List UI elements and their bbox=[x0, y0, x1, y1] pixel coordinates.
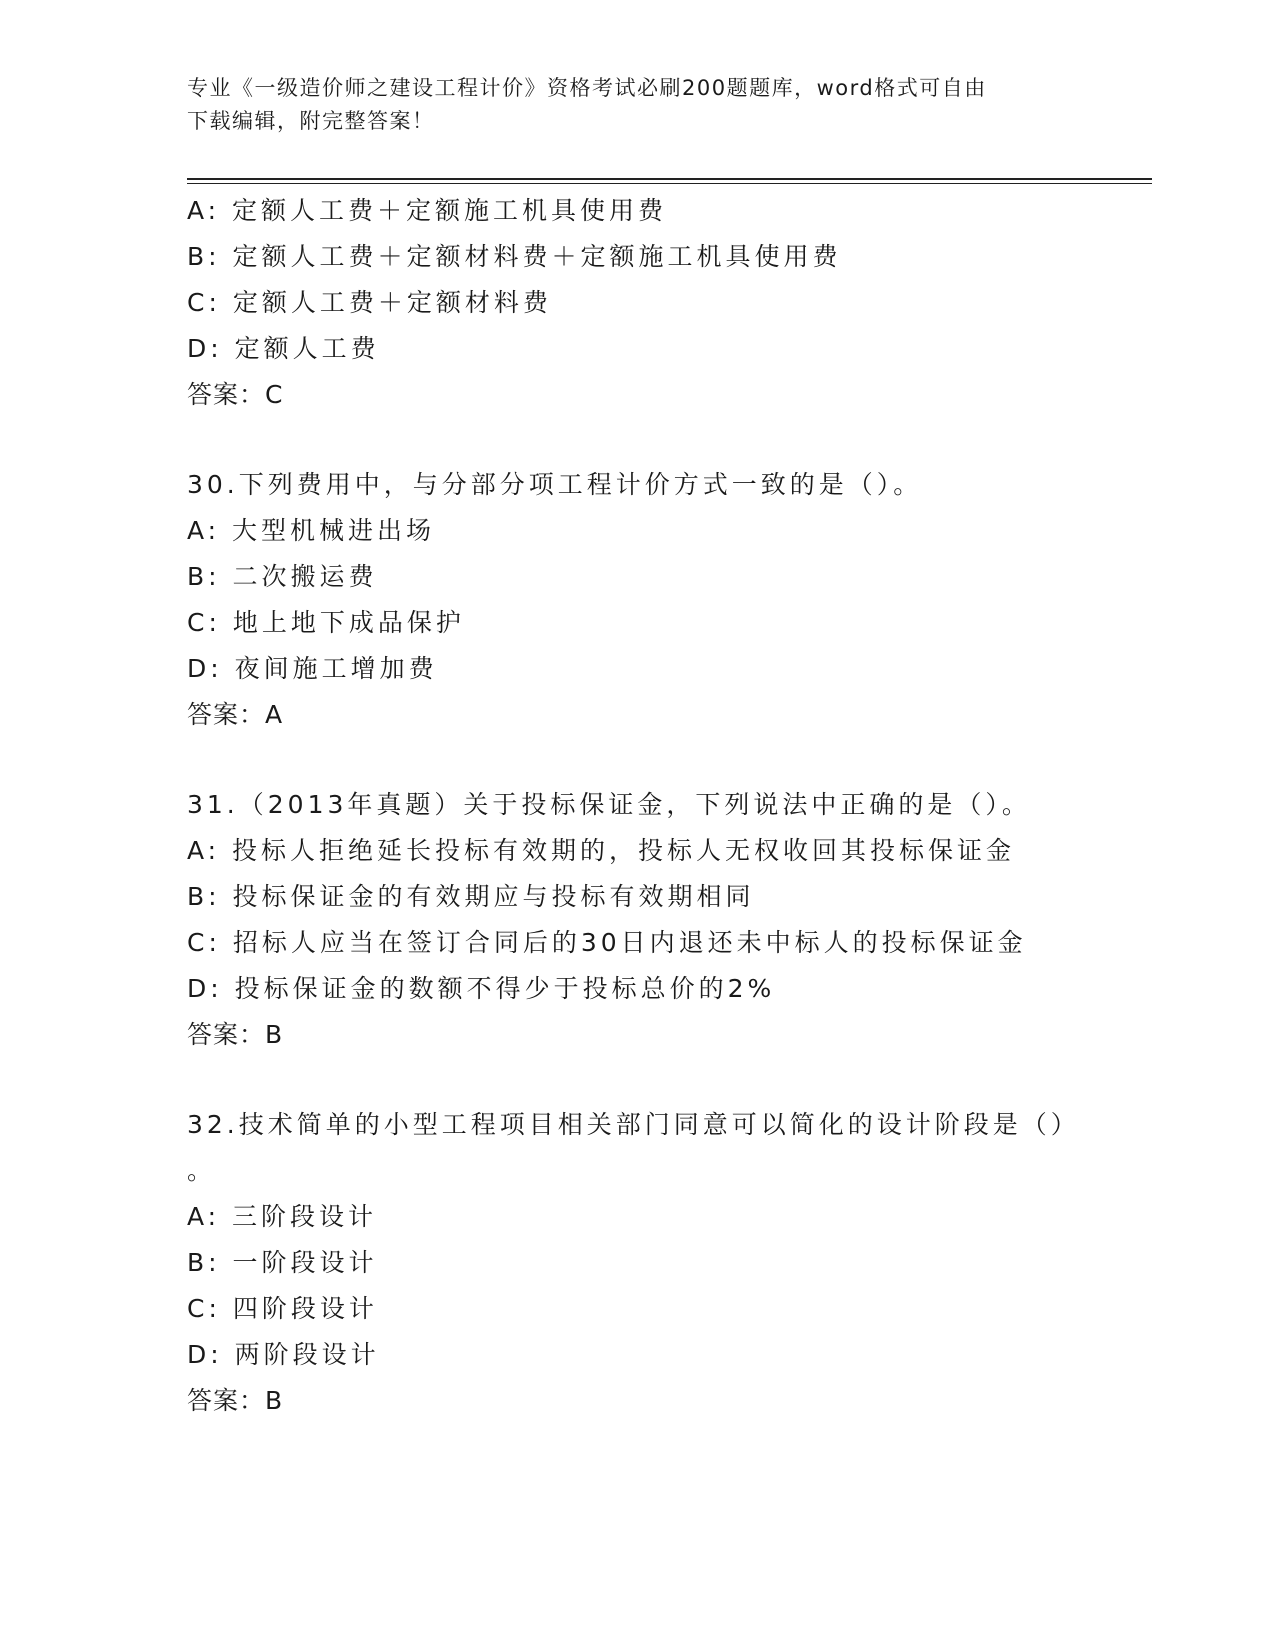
spacer bbox=[187, 418, 1087, 462]
question-text-line-2: 。 bbox=[187, 1156, 217, 1185]
option-c: C: 招标人应当在签订合同后的30日内退还未中标人的投标保证金 bbox=[187, 928, 1027, 957]
option-b: B: 定额人工费＋定额材料费＋定额施工机具使用费 bbox=[187, 242, 842, 271]
question-31 bbox=[187, 782, 1087, 1058]
option-d: D: 投标保证金的数额不得少于投标总价的2% bbox=[187, 974, 776, 1003]
option-c: C: 四阶段设计 bbox=[187, 1294, 378, 1323]
option-a: A: 投标人拒绝延长投标有效期的，投标人无权收回其投标保证金 bbox=[187, 836, 1016, 865]
question-29 bbox=[187, 188, 1087, 418]
document-header bbox=[187, 72, 1067, 138]
question-text: 30.下列费用中，与分部分项工程计价方式一致的是（）。 bbox=[187, 470, 923, 499]
option-c: C: 定额人工费＋定额材料费 bbox=[187, 288, 552, 317]
header-divider-thick bbox=[187, 178, 1152, 180]
option-b: B: 投标保证金的有效期应与投标有效期相同 bbox=[187, 882, 755, 911]
option-a: A: 大型机械进出场 bbox=[187, 516, 436, 545]
option-d: D: 两阶段设计 bbox=[187, 1340, 380, 1369]
answer: 答案：A bbox=[187, 700, 284, 729]
question-32 bbox=[187, 1102, 1087, 1424]
header-line-1: 专业《一级造价师之建设工程计价》资格考试必刷200题题库，word格式可自由 bbox=[187, 76, 987, 100]
option-a: A: 三阶段设计 bbox=[187, 1202, 378, 1231]
spacer bbox=[187, 1058, 1087, 1102]
option-c: C: 地上地下成品保护 bbox=[187, 608, 465, 637]
option-a: A: 定额人工费＋定额施工机具使用费 bbox=[187, 196, 668, 225]
question-text-line-1: 32.技术简单的小型工程项目相关部门同意可以简化的设计阶段是（） bbox=[187, 1110, 1080, 1139]
answer: 答案：B bbox=[187, 1386, 284, 1415]
question-30 bbox=[187, 462, 1087, 738]
answer: 答案：C bbox=[187, 380, 284, 409]
question-text: 31.（2013年真题）关于投标保证金，下列说法中正确的是（）。 bbox=[187, 790, 1031, 819]
option-d: D: 定额人工费 bbox=[187, 334, 380, 363]
answer: 答案：B bbox=[187, 1020, 284, 1049]
header-divider-thin bbox=[187, 183, 1152, 184]
option-b: B: 二次搬运费 bbox=[187, 562, 378, 591]
question-list bbox=[187, 188, 1087, 1424]
spacer bbox=[187, 738, 1087, 782]
option-d: D: 夜间施工增加费 bbox=[187, 654, 438, 683]
header-line-2: 下载编辑，附完整答案！ bbox=[187, 109, 435, 133]
option-b: B: 一阶段设计 bbox=[187, 1248, 378, 1277]
